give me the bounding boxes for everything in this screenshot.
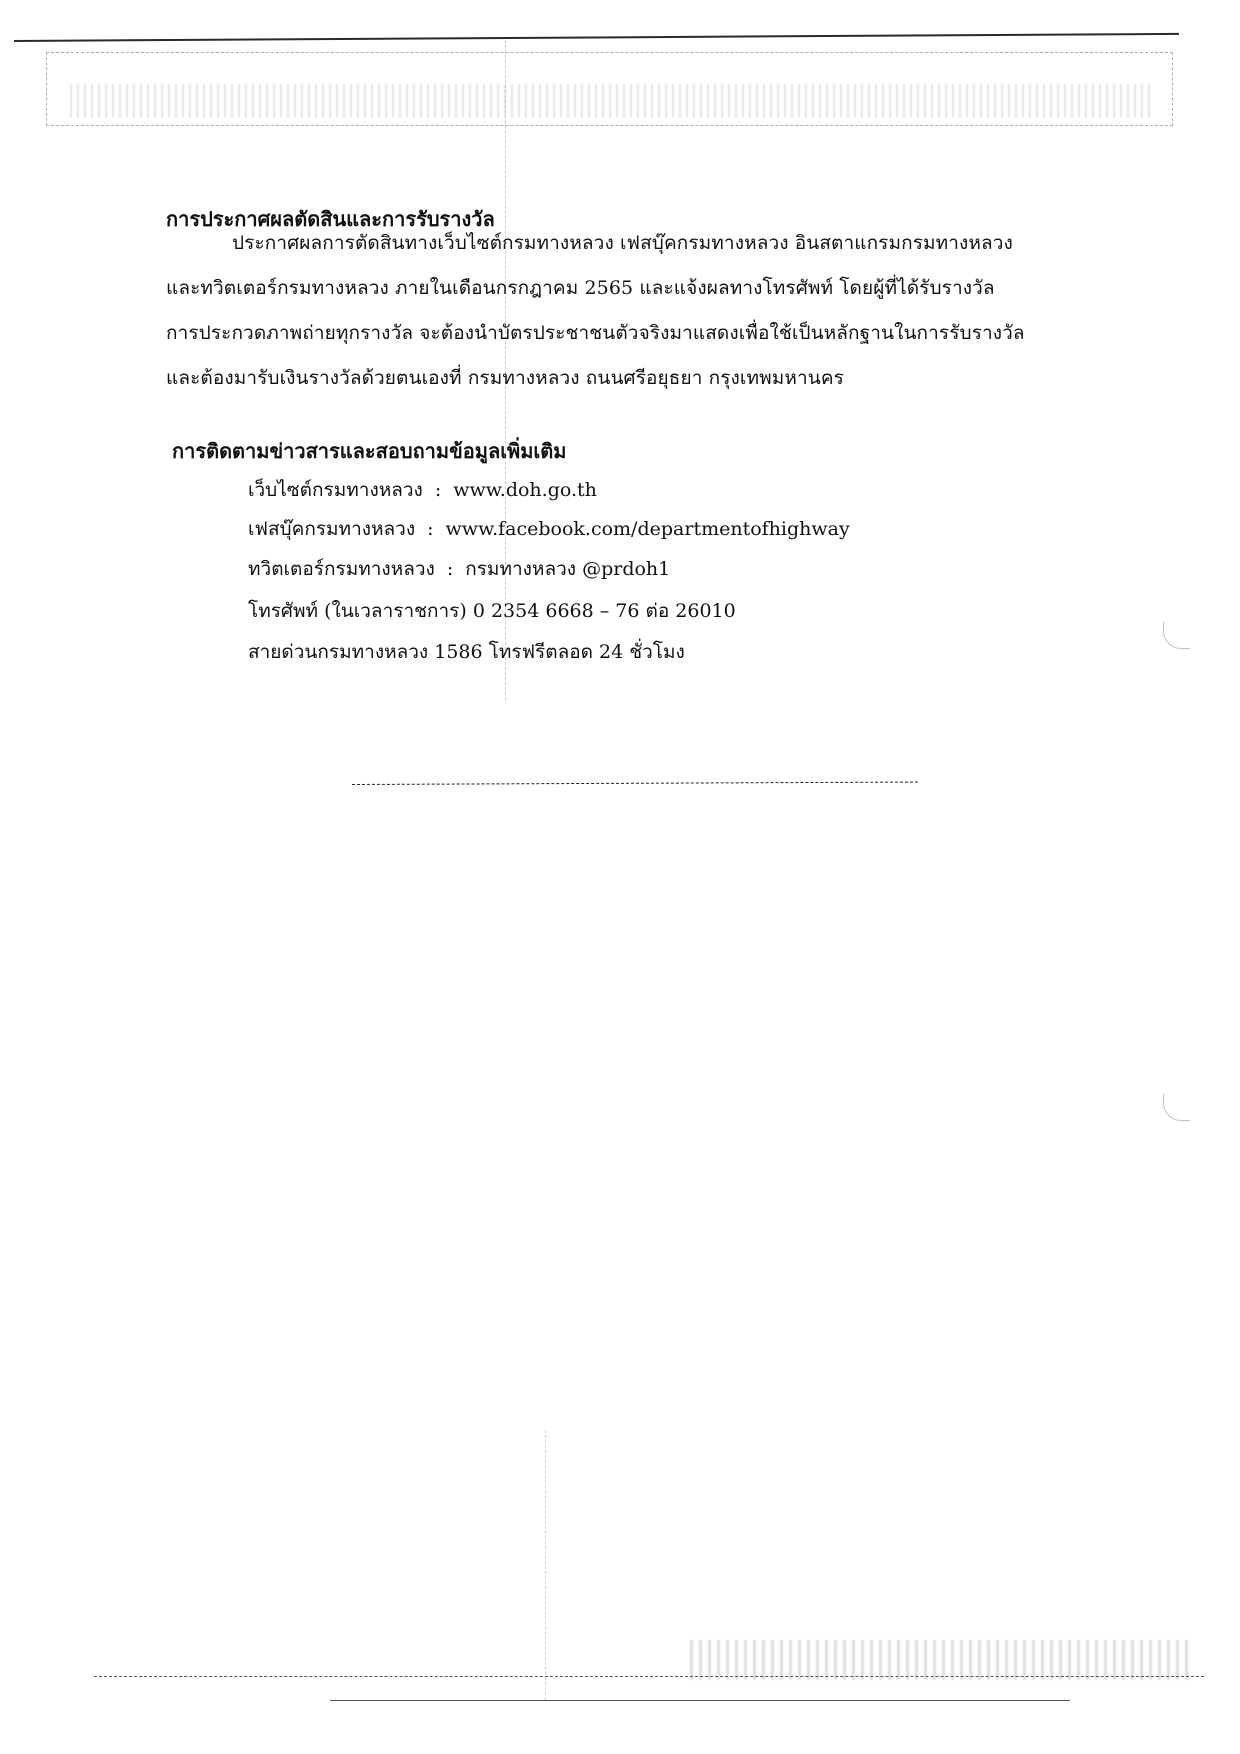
contact-website-row xyxy=(248,475,597,505)
contact-hotline: สายด่วนกรมทางหลวง 1586 โทรฟรีตลอด 24 ชั่วโมง xyxy=(248,641,685,663)
contact-facebook-row xyxy=(248,514,850,544)
scan-bottom-smudge xyxy=(690,1640,1190,1680)
announcement-paragraph-line: และต้องมารับเงินรางวัลด้วยตนเองที่ กรมทางหลวง ถนนศรีอยุธยา กรุงเทพมหานคร xyxy=(166,367,844,389)
scan-bottom-border xyxy=(94,1676,1204,1677)
contact-label: ทวิตเตอร์กรมทางหลวง xyxy=(248,558,435,580)
announcement-paragraph-line: ประกาศผลการตัดสินทางเว็บไซต์กรมทางหลวง เฟสบุ๊คกรมทางหลวง อินสตาแกรมกรมทางหลวง xyxy=(232,232,1013,254)
announcement-paragraph-line: และทวิตเตอร์กรมทางหลวง ภายในเดือนกรกฎาคม 2565 และแจ้งผลทางโทรศัพท์ โดยผู้ที่ได้รับรางวัล xyxy=(166,277,995,299)
contact-label: เฟสบุ๊คกรมทางหลวง xyxy=(248,518,416,540)
announcement-paragraph-line: การประกวดภาพถ่ายทุกรางวัล จะต้องนำบัตรประชาชนตัวจริงมาแสดงเพื่อใช้เป็นหลักฐานในการรับรางวัล xyxy=(166,322,1025,344)
scan-fold-line-lower xyxy=(545,1430,546,1700)
scan-top-border xyxy=(14,33,1179,42)
end-of-document-rule xyxy=(352,782,918,785)
contact-heading: การติดตามข่าวสารและสอบถามข้อมูลเพิ่มเติม xyxy=(172,439,567,463)
punch-hole-mark-lower xyxy=(1163,1094,1190,1121)
contact-twitter-row xyxy=(248,554,670,584)
contact-label: เว็บไซต์กรมทางหลวง xyxy=(248,479,423,501)
contact-phone: โทรศัพท์ (ในเวลาราชการ) 0 2354 6668 – 76 ต่อ 26010 xyxy=(248,600,736,622)
punch-hole-mark-upper xyxy=(1163,622,1190,649)
contact-separator: : xyxy=(446,558,454,580)
contact-separator: : xyxy=(434,479,442,501)
scan-top-smudge xyxy=(70,84,1150,118)
contact-twitter-value: กรมทางหลวง @prdoh1 xyxy=(465,558,671,580)
contact-separator: : xyxy=(427,518,434,540)
scan-bottom-rule xyxy=(330,1700,1070,1701)
announcement-heading: การประกาศผลตัดสินและการรับรางวัล xyxy=(166,207,495,231)
contact-facebook-value: www.facebook.com/departmentofhighway xyxy=(445,518,850,540)
contact-website-value: www.doh.go.th xyxy=(453,479,597,501)
